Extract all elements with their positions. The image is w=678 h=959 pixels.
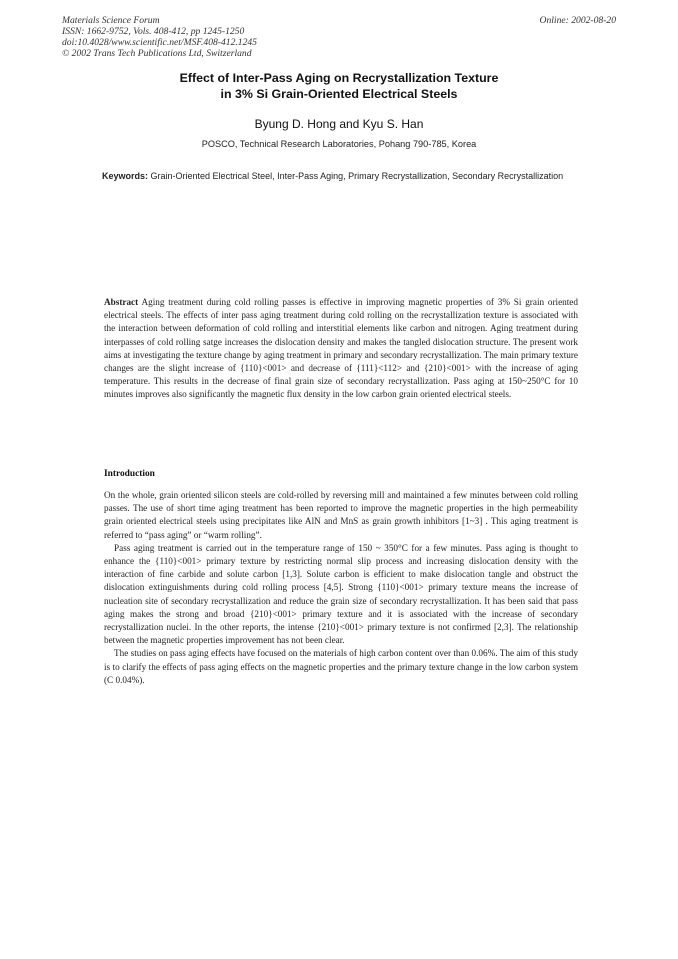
journal-name: Materials Science Forum — [62, 15, 160, 26]
online-date: Online: 2002-08-20 — [539, 15, 616, 26]
title-line-2: in 3% Si Grain-Oriented Electrical Steels — [220, 87, 458, 101]
paper-title — [0, 70, 678, 102]
keywords-label: Keywords: — [102, 171, 149, 181]
introduction-heading: Introduction — [104, 469, 155, 479]
intro-paragraph-2: Pass aging treatment is carried out in the temperature range of 150 ~ 350°C for a few minutes. Pass aging is thought to enhance the {110}<001> primary texture by restricting normal slip process and increasing dislocation density with the interaction of fine carbide and solute carbon [1,3]. Solute carbon is efficient to make dislocation tangle and obstruct the dislocation extinguishments during cold rolling process [4,5]. Strong {110}<001> primary texture means the increase of nucleation site of secondary recrystallization and reduce the grain size of secondary recrystallization. It has been said that pass aging makes the strong and broad {210}<001> primary texture and it is associated with the increase of secondary recrystallization nuclei. In the other reports, the intense {210}<001> primary texture is not confirmed [2,3]. The relationship between the magnetic properties improvement has not been clear. — [104, 542, 578, 646]
intro-paragraph-1: On the whole, grain oriented silicon steels are cold-rolled by reversing mill and maintained a few minutes between cold rolling passes. The use of short time aging treatment has been reported to improve the magnetic properties in the high permeability grain oriented electrical steels using precipitates like AlN and MnS as grain growth inhibitors [1~3] . This aging treatment is referred to “pass aging” or “warm rolling”. — [104, 490, 578, 540]
affiliation: POSCO, Technical Research Laboratories, Pohang 790-785, Korea — [201, 139, 477, 149]
introduction-body — [104, 489, 578, 687]
abstract-block — [104, 296, 578, 402]
doi-link[interactable]: doi:10.4028/www.scientific.net/MSF.408-412.1245 — [62, 37, 257, 48]
keywords-block — [102, 170, 572, 183]
keywords-text: Grain-Oriented Electrical Steel, Inter-Pass Aging, Primary Recrystallization, Secondary Recrystallization — [150, 171, 564, 181]
intro-paragraph-3: The studies on pass aging effects have focused on the materials of high carbon content over than 0.06%. The aim of this study is to clarify the effects of pass aging effects on the magnetic properties and the primary texture change in the low carbon system (C 0.04%). — [104, 648, 578, 685]
issn-line: ISSN: 1662-9752, Vols. 408-412, pp 1245-1250 — [62, 26, 245, 37]
copyright-line: © 2002 Trans Tech Publications Ltd, Switzerland — [62, 48, 252, 59]
authors: Byung D. Hong and Kyu S. Han — [254, 117, 424, 131]
publication-header — [62, 15, 257, 59]
abstract-label: Abstract — [104, 297, 139, 307]
abstract-text: Aging treatment during cold rolling passes is effective in improving magnetic properties of 3% Si grain oriented electrical steels. The effects of inter pass aging treatment during cold rolling on the recrystallization texture is associated with the interaction between deformation of cold rolling and interstitial elements like carbon and nitrogen. Aging treatment during interpasses of cold rolling satge increases the dislocation density and makes the tangled dislocation structure. The present work aims at investigating the texture change by aging treatment in primary and secondary recrystallization. The main primary texture changes are the slight increase of {110}<001> and decrease of {111}<112> and {210}<001> with the increase of aging temperature. This results in the decrease of final grain size of secondary recrystallization. Pass aging at 150~250°C for 10 minutes improves also significantly the magnetic flux density in the low carbon grain oriented electrical steels. — [104, 297, 578, 400]
title-line-1: Effect of Inter-Pass Aging on Recrystallization Texture — [179, 71, 499, 85]
